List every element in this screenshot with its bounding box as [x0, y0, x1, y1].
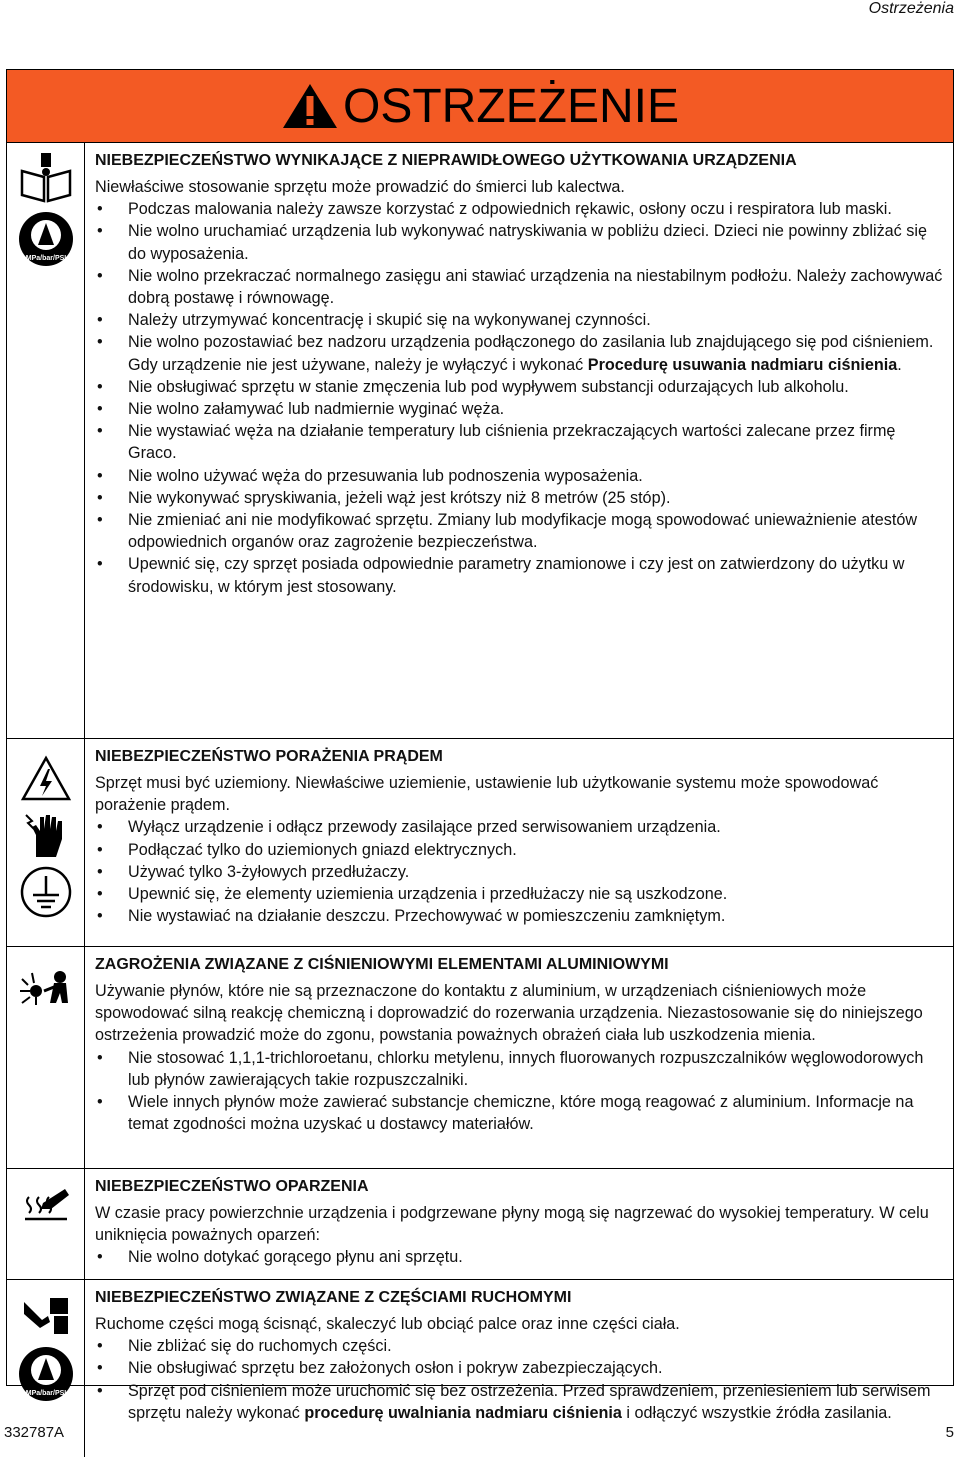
section-content	[85, 1280, 953, 1457]
bullet-list	[95, 1335, 943, 1424]
running-header: Ostrzeżenia	[868, 0, 954, 17]
section-intro: Sprzęt musi być uziemiony. Niewłaściwe uziemienie, ustawienie lub użytkowanie systemu może spowodować porażenie prądem.	[95, 774, 879, 815]
section-title: NIEBEZPIECZEŃSTWO ZWIĄZANE Z CZĘŚCIAMI RUCHOMYMI	[95, 1289, 572, 1306]
section-content	[85, 947, 953, 1168]
list-item: • Nie wolno załamywać lub nadmiernie wyginać węża.	[95, 398, 943, 420]
section-burn-hazard	[7, 1169, 953, 1280]
list-item: • Używać tylko 3-żyłowych przedłużaczy.	[95, 861, 943, 883]
bullet-list	[95, 1246, 943, 1268]
section-content	[85, 739, 953, 946]
moving-parts-icon	[20, 1294, 72, 1338]
section-title: ZAGROŻENIA ZWIĄZANE Z CIŚNIENIOWYMI ELEMENTAMI ALUMINIOWYMI	[95, 956, 669, 973]
list-item-end: i odłączyć wszystkie źródła zasilania.	[621, 1403, 892, 1422]
list-item-end: .	[897, 355, 902, 374]
section-content	[85, 1169, 953, 1279]
hot-surface-icon	[21, 1183, 71, 1223]
section-equipment-misuse	[7, 143, 953, 739]
list-item: • Wyłącz urządzenie i odłącz przewody zasilające przed serwisowaniem urządzenia.	[95, 816, 943, 838]
list-item: • Upewnić się, czy sprzęt posiada odpowiednie parametry znamionowe i czy jest on zatwierdzony do użytku w środowisku, w którym jest stosowany.	[95, 553, 943, 597]
list-item	[95, 1380, 943, 1424]
list-item: • Podłączać tylko do uziemionych gniazd elektrycznych.	[95, 839, 943, 861]
list-item: • Nie wolno uruchamiać urządzenia lub wykonywać natryskiwania w pobliżu dzieci. Dzieci nie powinny zbliżać się do wyposażenia.	[95, 220, 943, 264]
list-item: • Nie zbliżać się do ruchomych części.	[95, 1335, 943, 1357]
bullet-list	[95, 198, 943, 598]
section-icons	[7, 1169, 85, 1279]
list-item: • Nie wystawiać węża na działanie temperatury lub ciśnienia przekraczających wartości zalecane przez firmę Graco.	[95, 420, 943, 464]
warning-triangle-icon	[281, 82, 339, 130]
list-item-text: Sprzęt pod ciśnieniem może uruchomić się bez ostrzeżenia. Przed sprawdzeniem, przeniesieniem lub serwisem sprzętu należy wykonać	[128, 1381, 931, 1422]
section-moving-parts	[7, 1280, 953, 1457]
bullet-list	[95, 1047, 943, 1136]
section-title: NIEBEZPIECZEŃSTWO PORAŻENIA PRĄDEM	[95, 748, 443, 765]
section-aluminum-pressure	[7, 947, 953, 1169]
procedure-reference: procedurę uwalniania nadmiaru ciśnienia	[304, 1403, 622, 1422]
section-icons	[7, 143, 85, 738]
list-item: • Nie obsługiwać sprzętu bez założonych osłon i pokryw zabezpieczających.	[95, 1357, 943, 1379]
list-item: • Nie zmieniać ani nie modyfikować sprzętu. Zmiany lub modyfikacje mogą spowodować unieważnienie atestów odpowiednich organów oraz zagrożenie bezpieczeństwa.	[95, 509, 943, 553]
banner-title: OSTRZEŻENIE	[342, 79, 680, 133]
electric-shock-icon	[20, 755, 72, 803]
section-intro: Używanie płynów, które nie są przeznaczone do kontaktu z aluminium, w urządzeniach ciśnieniowych może spowodować silną reakcję chemiczną i doprowadzić do rozerwania urządzenia. Niezastosowanie się do niniejszego ostrzeżenia prowadzić może do zgonu, powstania poważnych obrażeń ciała lub uszkodzenia mienia.	[95, 982, 923, 1045]
list-item: • Nie wolno dotykać gorącego płynu ani sprzętu.	[95, 1246, 943, 1268]
gauge-unit-label: MPa/bar/PSI	[25, 255, 66, 262]
ground-icon	[19, 865, 73, 919]
list-item-text: Nie wolno pozostawiać bez nadzoru urządzenia podłączonego do zasilania lub znajdującego się pod ciśnieniem. Gdy urządzenie nie jest używane, należy je wyłączyć i wykonać	[128, 333, 934, 374]
section-content	[85, 143, 953, 738]
list-item: • Wiele innych płynów może zawierać substancje chemiczne, które mogą reagować z aluminium. Informacje na temat zgodności można uzyskać u dostawcy materiałów.	[95, 1091, 943, 1135]
doc-number: 332787A	[4, 1424, 65, 1441]
pressure-gauge-icon	[17, 1346, 75, 1402]
warning-frame	[6, 69, 954, 1422]
section-intro: W czasie pracy powierzchnie urządzenia i podgrzewane płyny mogą się nagrzewać do wysokiej temperatury. W celu uniknięcia poważnych oparzeń:	[95, 1204, 929, 1245]
warning-banner	[7, 70, 953, 143]
section-icons	[7, 739, 85, 946]
list-item: • Nie wykonywać spryskiwania, jeżeli wąż jest krótszy niż 8 metrów (25 stóp).	[95, 487, 943, 509]
list-item: • Nie wystawiać na działanie deszczu. Przechowywać w pomieszczeniu zamkniętym.	[95, 905, 943, 927]
procedure-reference: Procedurę usuwania nadmiaru ciśnienia	[587, 355, 898, 374]
section-title: NIEBEZPIECZEŃSTWO WYNIKAJĄCE Z NIEPRAWIDŁOWEGO UŻYTKOWANIA URZĄDZENIA	[95, 152, 797, 169]
list-item: • Nie obsługiwać sprzętu w stanie zmęczenia lub pod wypływem substancji odurzających lub alkoholu.	[95, 376, 943, 398]
bullet-list	[95, 816, 943, 927]
section-electric-shock	[7, 739, 953, 947]
list-item: • Należy utrzymywać koncentrację i skupić się na wykonywanej czynności.	[95, 309, 943, 331]
list-item: • Nie stosować 1,1,1-trichloroetanu, chlorku metylenu, innych fluorowanych rozpuszczalników węglowodorowych lub płynów zawierających takie rozpuszczalniki.	[95, 1047, 943, 1091]
list-item	[95, 331, 943, 375]
list-item: • Upewnić się, że elementy uziemienia urządzenia i przedłużaczy nie są uszkodzone.	[95, 883, 943, 905]
gauge-unit-label: MPa/bar/PSI	[25, 1390, 66, 1397]
section-intro: Ruchome części mogą ścisnąć, skaleczyć lub obciąć palce oraz inne części ciała.	[95, 1315, 680, 1333]
list-item: • Podczas malowania należy zawsze korzystać z odpowiednich rękawic, osłony oczu i respiratora lub maski.	[95, 198, 943, 220]
list-item: • Nie wolno używać węża do przesuwania lub podnoszenia wyposażenia.	[95, 465, 943, 487]
read-manual-icon	[18, 153, 74, 203]
hand-shock-icon	[22, 809, 70, 859]
section-icons	[7, 947, 85, 1168]
section-intro: Niewłaściwe stosowanie sprzętu może prowadzić do śmierci lub kalectwa.	[95, 178, 625, 196]
list-item: • Nie wolno przekraczać normalnego zasięgu ani stawiać urządzenia na niestabilnym podłożu. Należy zachowywać dobrą postawę i równowagę.	[95, 265, 943, 309]
section-title: NIEBEZPIECZEŃSTWO OPARZENIA	[95, 1178, 369, 1195]
explosion-icon	[18, 969, 74, 1009]
page-number: 5	[945, 1424, 954, 1441]
pressure-gauge-icon	[17, 211, 75, 267]
